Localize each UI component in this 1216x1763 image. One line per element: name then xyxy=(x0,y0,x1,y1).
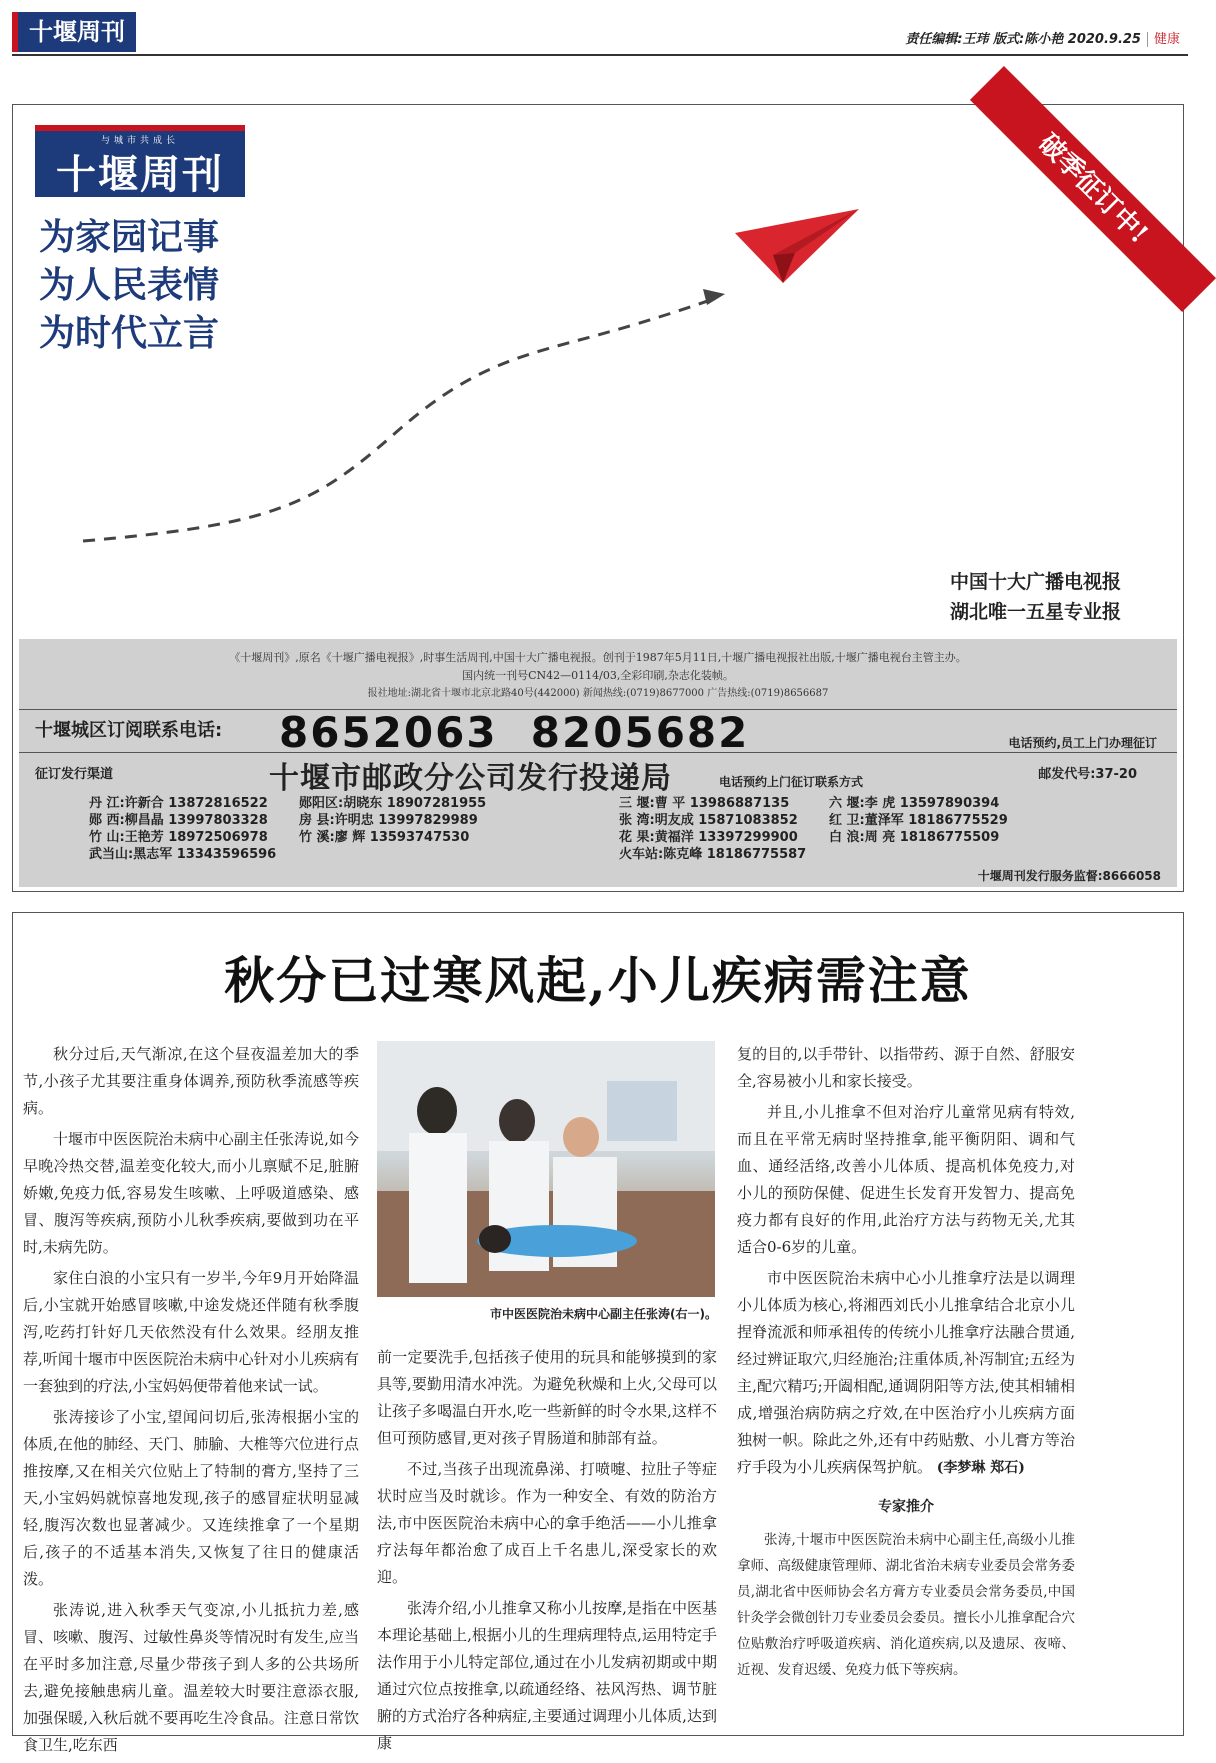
byline: (李梦琳 郑石) xyxy=(936,1460,1025,1476)
header-divider xyxy=(12,54,1188,56)
paragraph: 十堰市中医医院治未病中心副主任张涛说,如今早晚冷热交替,温差变化较大,而小儿禀赋不足,脏腑娇嫩,免疫力低,容易发生咳嗽、上呼吸道感染、感冒、腹泻等疾病,预防小儿秋季疾病,要做到功在平时,未病先防。 xyxy=(23,1130,359,1256)
slogan: 为时代立言 xyxy=(39,312,220,354)
logo-tag: 与城市共成长 xyxy=(100,136,179,146)
subscription-ribbon: 破季征订中! xyxy=(970,66,1216,312)
intro-line: 国内统一刊号CN42—0114/03,全彩印刷,杂志化装帧。 xyxy=(462,669,734,682)
phone-note: 电话预约,员工上门办理征订 xyxy=(1008,736,1157,750)
article-headline: 秋分已过寒风起,小儿疾病需注意 xyxy=(224,951,972,1010)
contact-item: 花 果:黄福洋 13397299900 xyxy=(619,830,798,845)
postal-code: 邮发代号:37-20 xyxy=(1038,767,1137,782)
expert-title: 专家推介 xyxy=(878,1499,934,1515)
dashed-flight-path xyxy=(83,297,718,541)
paragraph: 张涛介绍,小儿推拿又称小儿按摩,是指在中医基本理论基础上,根据小儿的生理病理特点,运用特定手法作用于小儿特定部位,通过在小儿发病初期或中期通过穴位点按推拿,以疏通经络、祛风泻热、调节脏腑的方式治疗各种病症,主要通过调理小儿体质,达到康 xyxy=(377,1599,717,1752)
tagline-line: 中国十大广播电视报 xyxy=(949,571,1121,593)
contact-item: 三 堰:曹 平 13986887135 xyxy=(619,796,790,811)
contact-item: 白 浪:周 亮 18186775509 xyxy=(829,830,1000,845)
paragraph: 秋分过后,天气渐凉,在这个昼夜温差加大的季节,小孩子尤其要注重身体调养,预防秋季流感等疾病。 xyxy=(23,1045,359,1117)
contact-item: 六 堰:李 虎 13597890394 xyxy=(829,796,1000,811)
phone-numbers[interactable]: 8652063 8205682 xyxy=(279,708,750,757)
contact-item: 房 县:许明忠 13997829989 xyxy=(299,813,478,828)
contact-item: 竹 山:王艳芳 18972506978 xyxy=(89,830,268,845)
paragraph: 张涛说,进入秋季天气变凉,小儿抵抗力差,感冒、咳嗽、腹泻、过敏性鼻炎等情况时有发生,应当在平时多加注意,尽量少带孩子到人多的公共场所去,避免接触患病儿童。温差较大时要注意添衣服,加强保暖,入秋后就不要再吃生冷食品。注意日常饮食卫生,吃东西 xyxy=(23,1601,359,1754)
contact-item: 火车站:陈克峰 18186775587 xyxy=(619,847,807,862)
contact-item: 张 湾:明友成 15871083852 xyxy=(619,813,798,828)
editors: 责任编辑:王玮 版式:陈小艳 2020.9.25 xyxy=(905,32,1141,47)
intro-line: 《十堰周刊》,原名《十堰广播电视报》,时事生活周刊,中国十大广播电视报。创刊于1987年5月11日,十堰广播电视报社出版,十堰广播电视台主管主办。 xyxy=(229,651,967,664)
intro-line: 报社地址:湖北省十堰市北京北路40号(442000) 新闻热线:(0719)8677000 广告热线:(0719)8656687 xyxy=(367,688,829,699)
paragraph: 张涛接诊了小宝,望闻问切后,张涛根据小宝的体质,在他的肺经、天门、肺腧、大椎等穴位进行点推按摩,又在相关穴位贴上了特制的膏方,坚持了三天,小宝妈妈就惊喜地发现,孩子的感冒症状明显减轻,腹泻次数也显著减少。又连续推拿了一个星期后,孩子的不适基本消失,又恢复了往日的健康活泼。 xyxy=(23,1408,359,1588)
section-label: 健康 xyxy=(1147,32,1180,47)
tagline-line: 湖北唯一五星专业报 xyxy=(949,601,1121,623)
paragraph: 前一定要洗手,包括孩子使用的玩具和能够摸到的家具等,要勤用清水冲洗。为避免秋燥和上火,父母可以让孩子多喝温白开水,吃一些新鲜的时令水果,这样不但可预防感冒,更对孩子胃肠道和肺部有益。 xyxy=(377,1348,717,1447)
contact-item: 武当山:黑志军 13343596596 xyxy=(89,847,277,862)
contact-item: 郧阳区:胡晓东 18907281955 xyxy=(299,796,487,811)
photo-caption: 市中医医院治未病中心副主任张涛(右一)。 xyxy=(490,1307,717,1321)
distribution-title: 十堰市邮政分公司发行投递局 xyxy=(269,761,672,796)
logo-name: 十堰周刊 xyxy=(56,151,224,198)
paragraph: 不过,当孩子出现流鼻涕、打喷嚏、拉肚子等症状时应当及时就诊。作为一种安全、有效的防治方法,市中医医院治未病中心的拿手绝活——小儿推拿疗法每年都治愈了成百上千名患儿,深受家长的欢迎。 xyxy=(377,1460,717,1586)
paper-plane-icon xyxy=(735,209,859,283)
paragraph-text: 市中医医院治未病中心小儿推拿疗法是以调理小儿体质为核心,将湘西刘氏小儿推拿结合北京小儿捏脊流派和师承祖传的传统小儿推拿疗法融合贯通,经过辨证取穴,归经施治;注重体质,补泻制宜;五经为主,配穴精巧;开阖相配,通调阴阳等方法,使其相辅相成,增强治病防病之疗效,在中医治疗小儿疾病方面独树一帜。除此之外,还有中药贴敷、小儿膏方等治疗手段为小儿疾病保驾护航。 xyxy=(737,1269,1075,1476)
distribution-subtitle: 电话预约上门征订联系方式 xyxy=(719,775,864,789)
phone-row xyxy=(19,708,1177,757)
paragraph: 家住白浪的小宝只有一岁半,今年9月开始降温后,小宝就开始感冒咳嗽,中途发烧还伴随有秋季腹泻,吃药打针好几天依然没有什么效果。经朋友推荐,听闻十堰市中医医院治未病中心针对小儿疾病有一套独到的疗法,小宝妈妈便带着他来试一试。 xyxy=(23,1269,359,1395)
paragraph: 复的目的,以手带针、以指带药、源于自然、舒服安全,容易被小儿和家长接受。 xyxy=(737,1045,1075,1090)
paper-plane-illustration xyxy=(13,105,1185,565)
contact-item: 红 卫:董泽军 18186775529 xyxy=(829,813,1008,828)
masthead: 十堰周刊 xyxy=(12,12,136,52)
article-column-1 xyxy=(23,1041,359,1763)
article-column-2 xyxy=(377,1041,717,1761)
contact-item: 竹 溪:廖 辉 13593747530 xyxy=(299,830,470,845)
expert-bio: 张涛,十堰市中医医院治未病中心副主任,高级小儿推拿师、高级健康管理师、湖北省治未病专业委员会常务委员,湖北省中医师协会名方膏方专业委员会常务委员,中国针灸学会微创针刀专业委员会委员。擅长小儿推拿配合穴位贴敷治疗呼吸道疾病、消化道疾病,以及遗尿、夜啼、近视、发育迟缓、免疫力低下等疾病。 xyxy=(737,1532,1075,1678)
slogan: 为家园记事 xyxy=(39,216,220,258)
paper-intro xyxy=(19,649,1177,703)
paragraph: 并且,小儿推拿不但对治疗儿童常见病有特效,而且在平常无病时坚持推拿,能平衡阴阳、调和气血、通经活络,改善小儿体质、提高机体免疫力,对小儿的预防保健、促进生长发育开发智力、提高免疫力都有良好的作用,此治疗方法与药物无关,尤其适合0-6岁的儿童。 xyxy=(737,1103,1075,1256)
doctor-photo xyxy=(377,1041,715,1297)
slogan: 为人民表情 xyxy=(39,264,220,306)
photo-illustration xyxy=(377,1041,715,1297)
article-column-3 xyxy=(737,1041,1075,1687)
subscription-ad xyxy=(12,104,1184,892)
paragraph xyxy=(737,1265,1075,1482)
tagline xyxy=(950,567,1121,627)
service-supervision: 十堰周刊发行服务监督:8666058 xyxy=(977,869,1161,883)
editors-line xyxy=(905,28,1180,47)
contact-item: 丹 江:许新合 13872816522 xyxy=(89,796,268,811)
contact-item: 郧 西:柳昌晶 13997803328 xyxy=(89,813,268,828)
distribution-label: 征订发行渠道 xyxy=(35,767,114,782)
phone-label: 十堰城区订阅联系电话: xyxy=(35,720,223,741)
health-article xyxy=(12,912,1184,1754)
info-bar xyxy=(19,639,1177,887)
